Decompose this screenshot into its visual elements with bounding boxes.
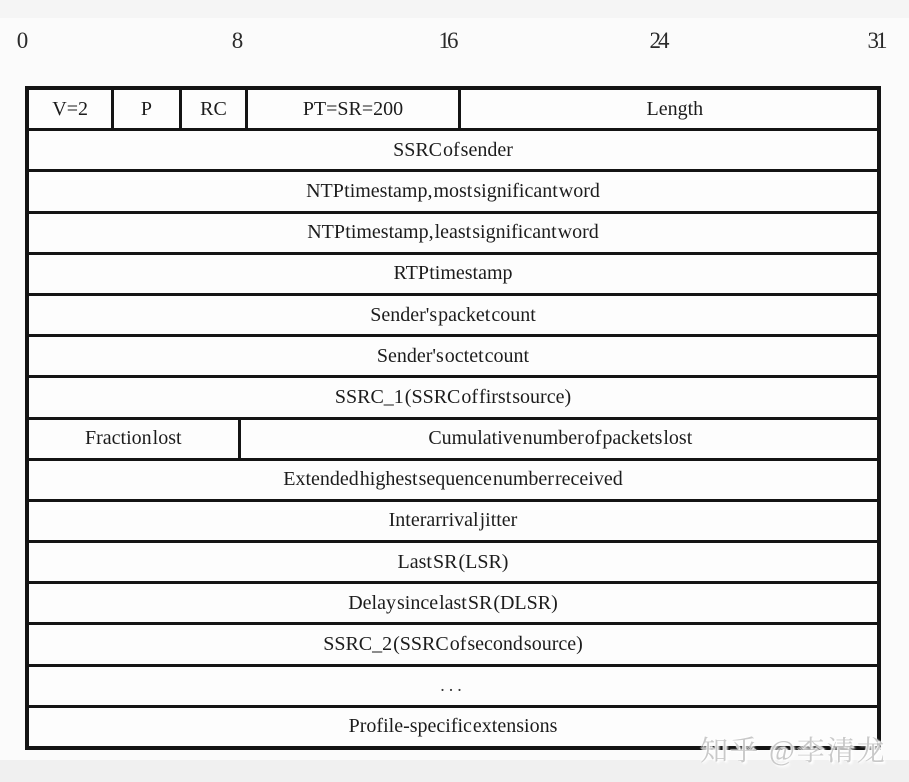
packet-row (29, 667, 877, 708)
packet-row (29, 172, 877, 213)
packet-row (29, 90, 877, 131)
packet-table (25, 86, 881, 750)
ruler-label-8: 8 (231, 28, 241, 53)
packet-row (29, 296, 877, 337)
field-cell: RC (182, 90, 249, 128)
ruler-label-16: 16 (438, 28, 456, 53)
field-cell: Length (646, 97, 704, 120)
ruler-label-24: 24 (649, 28, 667, 53)
field-cell: SSRC of sender (393, 138, 513, 161)
watermark: 知乎 @李清龙 (700, 736, 887, 767)
field-cell: V=2 (29, 90, 114, 128)
field-cell: Interarrival jitter (388, 509, 518, 532)
ruler-label-0: 0 (16, 28, 26, 53)
packet-row (29, 420, 877, 461)
field-cell: Delay since last SR (DLSR) (348, 591, 558, 614)
field-cell: NTP timestamp, most significant word (306, 179, 600, 202)
field-cell: Sender's packet count (370, 303, 536, 326)
field-cell: Sender's octet count (376, 344, 530, 367)
field-cell: RTP timestamp (393, 262, 513, 285)
packet-row (29, 131, 877, 172)
ruler-label-31: 31 (867, 28, 885, 53)
field-cell: SSRC_1 (SSRC of first source) (334, 385, 572, 408)
bit-ruler (0, 28, 909, 58)
packet-row (29, 543, 877, 584)
field-cell: PT=SR=200 (248, 90, 460, 128)
packet-row (29, 625, 877, 666)
field-cell: ... (440, 675, 466, 696)
field-cell: Extended highest sequence number received (283, 468, 623, 491)
field-cell: P (114, 90, 181, 128)
packet-row (29, 214, 877, 255)
packet-row (29, 255, 877, 296)
field-cell: Profile-specific extensions (348, 715, 558, 738)
packet-row (29, 378, 877, 419)
field-cell: Fraction lost (29, 420, 241, 458)
packet-row (29, 502, 877, 543)
packet-row (29, 337, 877, 378)
field-cell: Cumulative number of packets lost (428, 427, 693, 450)
field-cell: Last SR (LSR) (397, 550, 509, 573)
field-cell: SSRC_2 (SSRC of second source) (323, 633, 583, 656)
packet-row (29, 584, 877, 625)
packet-row (29, 461, 877, 502)
top-background-band (0, 0, 909, 18)
field-cell: NTP timestamp, least significant word (307, 221, 599, 244)
